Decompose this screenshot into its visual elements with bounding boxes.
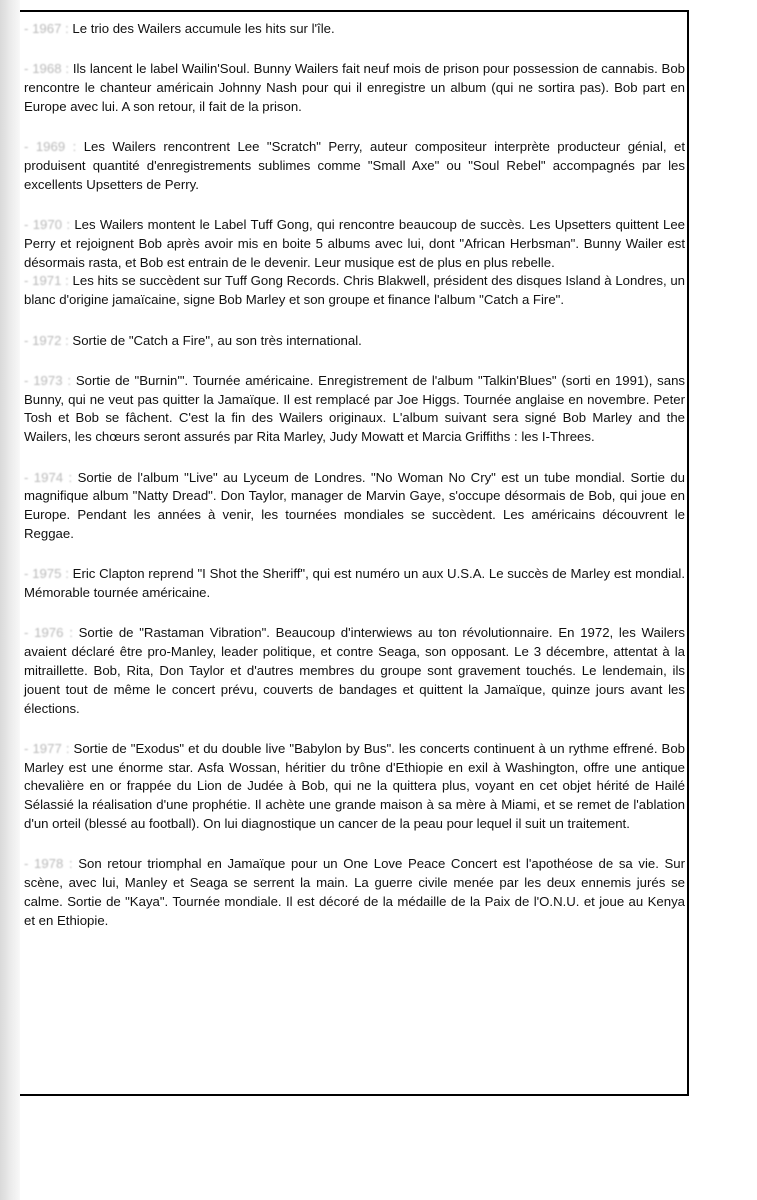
entry-1974: [24, 469, 685, 544]
entry-text: Les Wailers rencontrent Lee "Scratch" Perry, auteur compositeur interprète producteur génial, et produisent quantité d'enregistrements sublimes comme "Small Axe" ou "Soul Rebel" accompagnés par les excellents Upsetters de Perry.: [24, 139, 686, 192]
entry-1978: [24, 855, 685, 930]
entry-year: - 1976 :: [24, 625, 73, 641]
entry-text: Les Wailers montent le Label Tuff Gong, qui rencontre beaucoup de succès. Les Upsetters quittent Lee Perry et rejoignent Bob après avoir mis en boite 5 albums avec lui, dont "African Herbsman". Bunny Wailer est désormais rasta, et Bob est entrain de le devenir. Leur musique est de plus en plus rebelle.: [24, 217, 686, 270]
entry-1976: [24, 624, 685, 718]
entry-text: Sortie de "Catch a Fire", au son très international.: [72, 332, 362, 348]
entry-year: - 1969 :: [24, 139, 77, 155]
entry-1967: [24, 20, 685, 39]
binding-gutter: [0, 0, 20, 1200]
entry-text: Eric Clapton reprend "I Shot the Sheriff", qui est numéro un aux U.S.A. Le succès de Marley est mondial. Mémorable tournée américaine.: [24, 566, 686, 601]
entry-text: Sortie de "Exodus" et du double live "Babylon by Bus". les concerts continuent à un rythme effrené. Bob Marley est une énorme star. Asfa Wossan, héritier du trône d'Ethiopie en exil à Washington, offre une antique chevalière en or frappée du Lion de Judée à Bob, qui ne la quittera plus, voyant en cet objet hérité de Hailé Sélassié la réalisation d'une prophétie. Il achète une grande maison à sa mère à Miami, et se remet de l'ablation d'un orteil (blessé au football). On lui diagnostique un cancer de la peau pour lequel il suit un traitement.: [24, 740, 685, 831]
entry-1972: [24, 332, 685, 351]
entry-1968: [24, 60, 685, 116]
entry-year: - 1970 :: [24, 217, 71, 233]
entry-year: - 1967 :: [24, 21, 69, 36]
entry-text: Le trio des Wailers accumule les hits sur l'île.: [72, 21, 335, 36]
entry-year: - 1972 :: [24, 332, 69, 348]
entry-year: - 1977 :: [24, 740, 70, 756]
entry-text: Son retour triomphal en Jamaïque pour un One Love Peace Concert est l'apothéose de sa vie. Sur scène, avec lui, Manley et Seaga se serrent la main. La guerre civile menée par les deux ennemis jurés se calme. Sortie de "Kaya". Tournée mondiale. Il est décoré de la médaille de la Paix de l'O.N.U. et joue au Kenya et en Ethiopie.: [24, 856, 685, 928]
entry-year: - 1974 :: [24, 469, 73, 485]
entry-text: Les hits se succèdent sur Tuff Gong Records. Chris Blakwell, président des disques Island à Londres, un blanc d'origine jamaïcaine, signe Bob Marley et son groupe et finance l'album "Catch a Fire".: [24, 273, 686, 308]
entry-year: - 1973 :: [24, 372, 72, 388]
entry-text: Ils lancent le label Wailin'Soul. Bunny Wailers fait neuf mois de prison pour possession de cannabis. Bob rencontre le chanteur américain Johnny Nash pour qui il enregistre un album (qui ne sortira pas). Bob part en Europe avec lui. A son retour, il fait de la prison.: [24, 61, 685, 114]
entry-text: Sortie de l'album "Live" au Lyceum de Londres. "No Woman No Cry" est un tube mondial. Sortie du magnifique album "Natty Dread". Don Taylor, manager de Marvin Gaye, s'occupe désormais de Bob, qui joue en Europe. Pendant les années à venir, les tournées mondiales se succèdent. Les américains découvrent le Reggae.: [24, 469, 686, 541]
entry-text: Sortie de "Burnin'". Tournée américaine. Enregistrement de l'album "Talkin'Blues" (sorti en 1991), sans Bunny, qui ne veut pas quitter la Jamaïque. Il est remplacé par Joe Higgs. Tournée anglaise en novembre. Peter Tosh et Bob se fâchent. C'est la fin des Wailers originaux. L'album suivant sera signé Bob Marley and the Wailers, les chœurs seront assurés par Rita Marley, Judy Mowatt et Marcia Griffiths : les I-Threes.: [24, 372, 686, 445]
entry-year: - 1975 :: [24, 566, 69, 582]
entry-1970: [24, 216, 685, 272]
entry-1973: [24, 372, 685, 447]
entry-1971: [24, 272, 685, 310]
entry-1977: [24, 740, 685, 834]
entry-text: Sortie de "Rastaman Vibration". Beaucoup d'interwiews au ton révolutionnaire. En 1972, les Wailers avaient déclaré être pro-Manley, leader politique, et contre Seaga, son opposant. Le 3 décembre, attentat à la mitraillette. Bob, Rita, Don Taylor et d'autres membres du groupe sont gravement touchés. Le lendemain, ils jouent tout de même le concert prévu, couverts de bandages et quittent la Jamaïque, quinze jours avant les élections.: [24, 625, 686, 716]
entry-year: - 1971 :: [24, 273, 69, 289]
entry-1969: [24, 138, 685, 194]
entry-year: - 1978 :: [24, 856, 73, 872]
entry-1975: [24, 565, 685, 603]
entry-year: - 1968 :: [24, 61, 70, 77]
chronology: [24, 20, 685, 952]
